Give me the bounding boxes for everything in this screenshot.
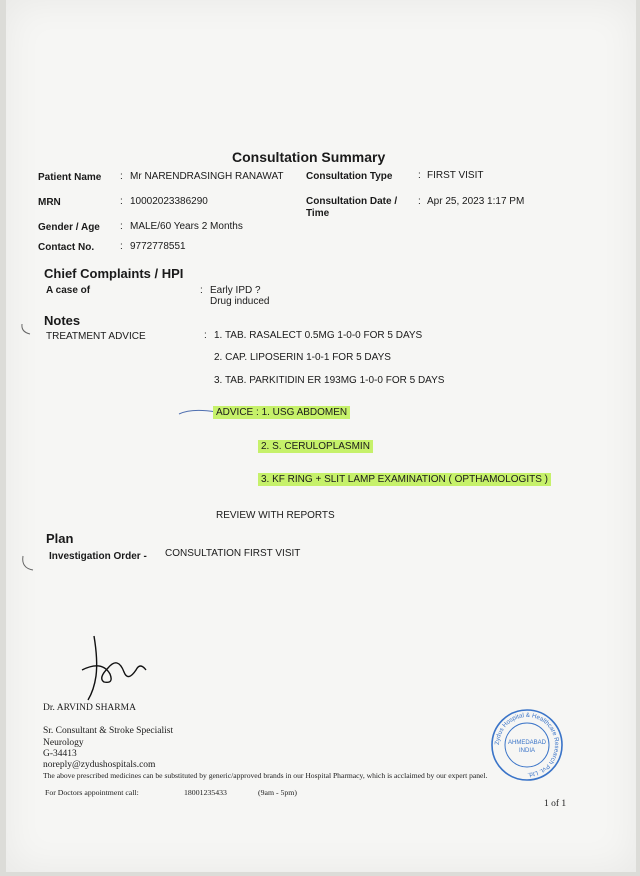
page-title: Consultation Summary <box>232 149 386 165</box>
colon: : <box>120 221 123 232</box>
mrn-label: MRN <box>38 197 61 208</box>
doctor-designation: Sr. Consultant & Stroke Specialist <box>43 726 174 736</box>
doctor-email: noreply@zydushospitals.com <box>43 760 156 770</box>
stamp-center-country: INDIA <box>518 748 536 754</box>
advice-item-2: 2. S. CERULOPLASMIN <box>258 440 373 453</box>
advice-item-3: 3. KF RING + SLIT LAMP EXAMINATION ( OPTHAMOLOGITS ) <box>258 473 551 486</box>
doctor-department: Neurology <box>43 738 84 748</box>
investigation-order-label: Investigation Order - <box>49 551 147 562</box>
colon: : <box>204 330 207 341</box>
consultation-date-value: Apr 25, 2023 1:17 PM <box>427 196 525 207</box>
gender-age-value: MALE/60 Years 2 Months <box>130 221 243 232</box>
stamp-center-city: AHMEDABAD <box>507 740 547 746</box>
gender-age-label: Gender / Age <box>38 222 100 233</box>
treatment-advice-label: TREATMENT ADVICE <box>46 331 146 342</box>
contact-label: Contact No. <box>38 242 95 253</box>
complaint-line-2: Drug induced <box>210 296 270 307</box>
rx-item-2: 2. CAP. LIPOSERIN 1-0-1 FOR 5 DAYS <box>214 352 391 363</box>
consultation-type-value: FIRST VISIT <box>427 170 484 181</box>
pen-stroke <box>178 406 218 418</box>
colon: : <box>418 196 421 207</box>
patient-name-value: Mr NARENDRASINGH RANAWAT <box>130 171 284 182</box>
document-page <box>6 0 636 872</box>
advice-item-1: ADVICE : 1. USG ABDOMEN <box>213 406 350 419</box>
rx-item-1: 1. TAB. RASALECT 0.5MG 1-0-0 FOR 5 DAYS <box>214 330 423 341</box>
appointment-number: 18001235433 <box>184 788 227 797</box>
consultation-time-label: Time <box>306 208 330 219</box>
pharmacy-disclaimer: The above prescribed medicines can be substituted by generic/approved brands in our Hospital Pharmacy, which is acclaimed by our expert panel. <box>43 771 488 780</box>
colon: : <box>120 241 123 252</box>
colon: : <box>418 170 421 181</box>
appointment-label: For Doctors appointment call: <box>45 788 139 797</box>
notes-heading: Notes <box>44 313 81 328</box>
page-number: 1 of 1 <box>544 799 567 809</box>
appointment-hours: (9am - 5pm) <box>258 788 297 797</box>
consultation-date-label: Consultation Date / <box>306 196 398 207</box>
complaints-label: A case of <box>46 285 91 296</box>
doctor-registration: G-34413 <box>43 749 77 759</box>
patient-name-label: Patient Name <box>38 172 102 183</box>
colon: : <box>120 196 123 207</box>
doctor-name: Dr. ARVIND SHARMA <box>43 703 136 713</box>
hospital-stamp <box>490 708 564 782</box>
consultation-type-label: Consultation Type <box>306 171 393 182</box>
rx-item-3: 3. TAB. PARKITIDIN ER 193MG 1-0-0 FOR 5 DAYS <box>214 375 445 386</box>
investigation-order-value: CONSULTATION FIRST VISIT <box>165 548 301 559</box>
colon: : <box>200 285 203 296</box>
doctor-signature <box>74 630 164 702</box>
stamp-ring-text: Zydus Hospital & Healthcare Research Pvt. Ltd. <box>493 711 561 779</box>
plan-heading: Plan <box>46 531 74 546</box>
mrn-value: 10002023386290 <box>130 196 208 207</box>
complaints-heading: Chief Complaints / HPI <box>44 266 184 281</box>
review-note: REVIEW WITH REPORTS <box>216 510 335 521</box>
pen-mark <box>20 322 34 338</box>
complaint-line-1: Early IPD ? <box>210 285 261 296</box>
contact-value: 9772778551 <box>130 241 186 252</box>
colon: : <box>120 171 123 182</box>
pen-mark <box>20 554 36 574</box>
